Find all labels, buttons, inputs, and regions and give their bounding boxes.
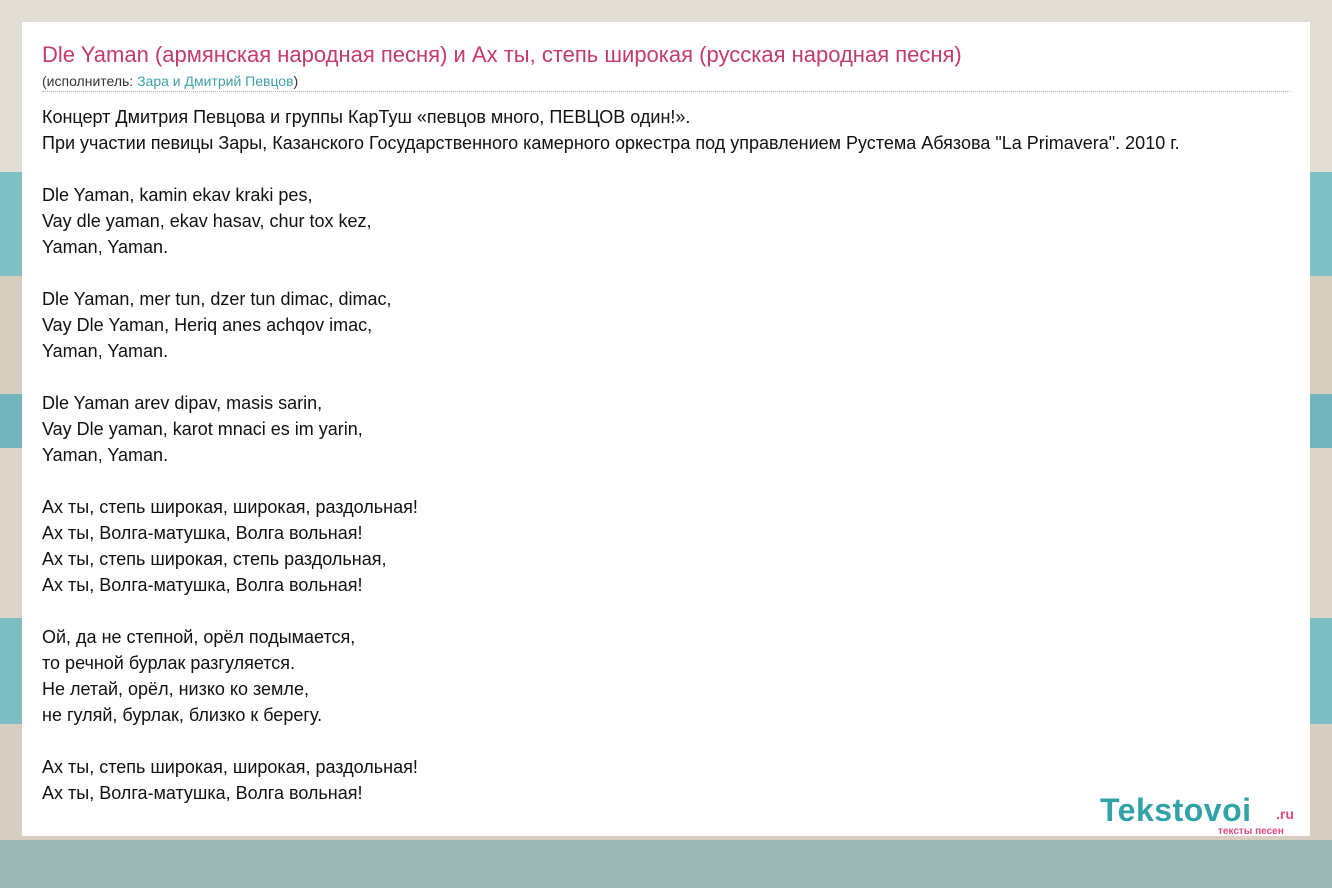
lyric-line: Yaman, Yaman. bbox=[42, 445, 169, 465]
lyric-line: Vay dle yaman, ekav hasav, chur tox kez, bbox=[42, 211, 372, 231]
lyric-line: Ах ты, степь широкая, степь раздольная, bbox=[42, 549, 387, 569]
performer-prefix: (исполнитель: bbox=[42, 73, 138, 89]
logo-tagline: тексты песен bbox=[1218, 826, 1284, 836]
lyrics-body bbox=[42, 182, 418, 832]
performer-suffix: ) bbox=[293, 73, 299, 89]
lyric-line: Ах ты, степь широкая, широкая, раздольная! bbox=[42, 757, 418, 777]
stanza bbox=[42, 390, 418, 468]
lyric-line: не гуляй, бурлак, близко к берегу. bbox=[42, 705, 323, 725]
lyrics-card bbox=[22, 22, 1310, 836]
logo-domain: .ru bbox=[1276, 806, 1294, 822]
stanza bbox=[42, 286, 418, 364]
lyric-line: Не летай, орёл, низко ко земле, bbox=[42, 679, 309, 699]
lyric-line: Ах ты, Волга-матушка, Волга вольная! bbox=[42, 523, 363, 543]
lyric-line: Vay Dle Yaman, Heriq anes achqov imac, bbox=[42, 315, 373, 335]
song-title: Dle Yaman (армянская народная песня) и Ах ты, степь широкая (русская народная песня) bbox=[42, 42, 962, 67]
lyric-line: то речной бурлак разгуляется. bbox=[42, 653, 296, 673]
lyric-line: Dle Yaman, kamin ekav kraki pes, bbox=[42, 185, 313, 205]
stanza bbox=[42, 624, 418, 728]
lyric-line: Dle Yaman, mer tun, dzer tun dimac, dimac, bbox=[42, 289, 392, 309]
lyric-line: Vay Dle yaman, karot mnaci es im yarin, bbox=[42, 419, 363, 439]
intro-line: При участии певицы Зары, Казанского Государственного камерного оркестра под управлением Рустема Абязова "La Primavera". 2010 г. bbox=[42, 133, 1180, 153]
lyric-line: Yaman, Yaman. bbox=[42, 237, 169, 257]
divider bbox=[42, 91, 1290, 92]
intro-text bbox=[42, 104, 1180, 156]
site-logo[interactable] bbox=[1100, 792, 1310, 836]
stanza bbox=[42, 182, 418, 260]
lyric-line: Ах ты, степь широкая, широкая, раздольная! bbox=[42, 497, 418, 517]
lyric-line: Yaman, Yaman. bbox=[42, 341, 169, 361]
performer-line bbox=[42, 73, 298, 89]
lyric-line: Dle Yaman arev dipav, masis sarin, bbox=[42, 393, 323, 413]
background-stripe bbox=[0, 840, 1332, 888]
stanza bbox=[42, 754, 418, 806]
stanza bbox=[42, 494, 418, 598]
lyric-line: Ах ты, Волга-матушка, Волга вольная! bbox=[42, 575, 363, 595]
lyric-line: Ах ты, Волга-матушка, Волга вольная! bbox=[42, 783, 363, 803]
lyric-line: Ой, да не степной, орёл подымается, bbox=[42, 627, 356, 647]
logo-name: Tekstovoi bbox=[1100, 792, 1252, 828]
performer-link[interactable]: Зара и Дмитрий Певцов bbox=[137, 73, 294, 89]
intro-line: Концерт Дмитрия Певцова и группы КарТуш «певцов много, ПЕВЦОВ один!». bbox=[42, 107, 691, 127]
